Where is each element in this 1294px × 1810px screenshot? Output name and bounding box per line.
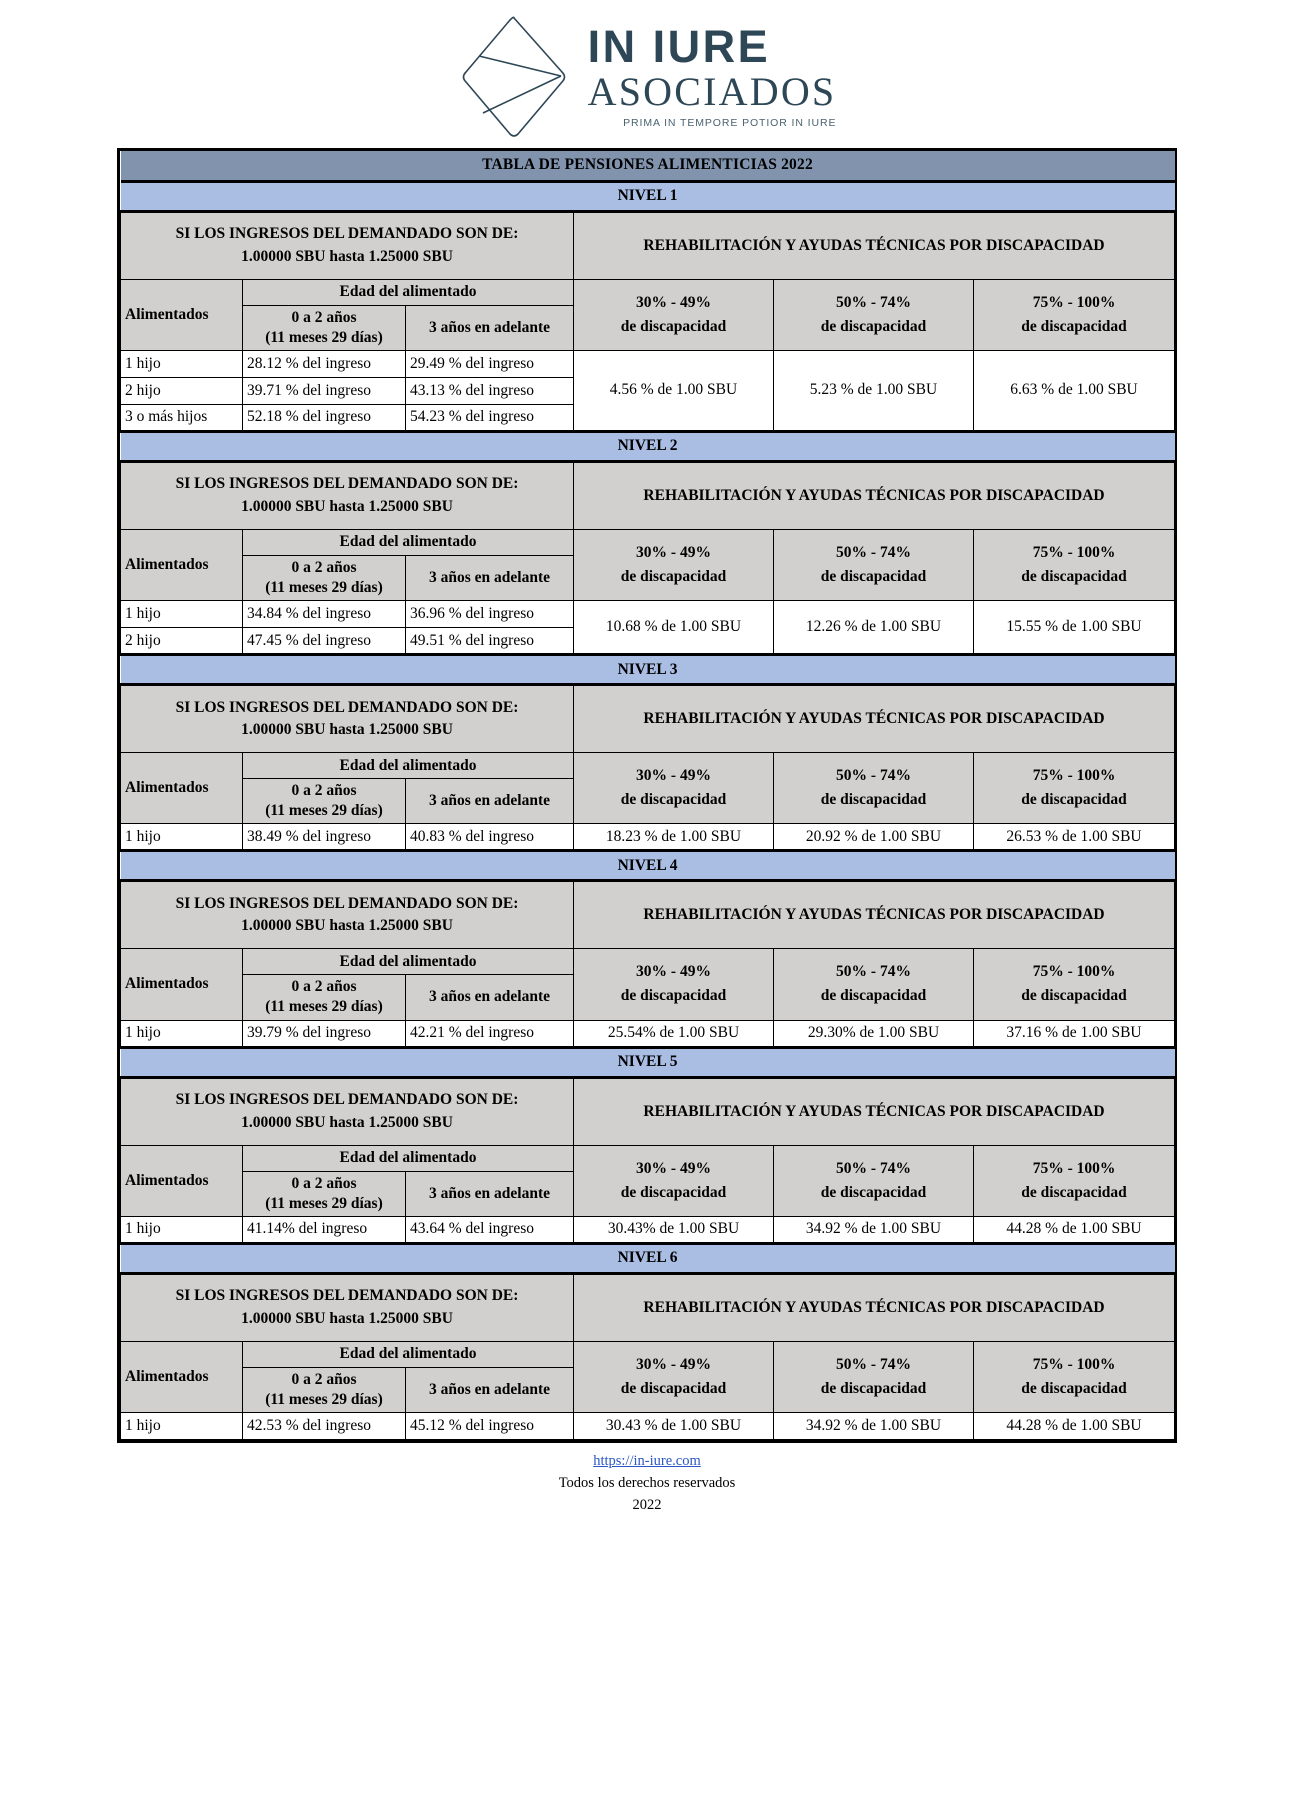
col-header-alimentados: Alimentados	[121, 1341, 243, 1412]
row-label-alimentados: 1 hijo	[121, 350, 243, 377]
disc-caption-1: de discapacidad	[620, 317, 727, 335]
cell-sbu-discapacidad-1: 4.56 % de 1.00 SBU	[574, 350, 774, 431]
col-header-discapacidad-2	[774, 529, 974, 600]
disc-range-1: 30% - 49%	[636, 963, 711, 981]
disc-caption-2: de discapacidad	[820, 987, 927, 1005]
level-label-6: NIVEL 6	[121, 1243, 1175, 1273]
income-header-row	[121, 1273, 1175, 1341]
col-header-discapacidad-3	[974, 949, 1175, 1020]
disc-caption-3: de discapacidad	[1021, 987, 1127, 1005]
disc-range-3: 75% - 100%	[1032, 293, 1116, 311]
cell-sbu-discapacidad-3: 44.28 % de 1.00 SBU	[974, 1216, 1175, 1243]
income-header-row	[121, 685, 1175, 753]
row-label-alimentados: 3 o más hijos	[121, 404, 243, 431]
income-line-2: 1.00000 SBU hasta 1.25000 SBU	[241, 1309, 453, 1327]
age-0-2-line-1: 0 a 2 años	[291, 558, 357, 576]
row-label-alimentados: 1 hijo	[121, 601, 243, 628]
row-label-alimentados: 1 hijo	[121, 1216, 243, 1243]
col-header-age-3-plus: 3 años en adelante	[406, 779, 574, 824]
col-header-discapacidad-1	[574, 529, 774, 600]
table-row	[121, 1216, 1175, 1243]
disc-range-3: 75% - 100%	[1032, 1356, 1116, 1374]
cell-percent-age-0-2: 34.84 % del ingreso	[243, 601, 406, 628]
cell-sbu-discapacidad-3: 6.63 % de 1.00 SBU	[974, 350, 1175, 431]
disc-caption-1: de discapacidad	[620, 987, 727, 1005]
age-0-2-line-1: 0 a 2 años	[291, 308, 357, 326]
col-header-discapacidad-3	[974, 279, 1175, 350]
cell-sbu-discapacidad-2: 20.92 % de 1.00 SBU	[774, 824, 974, 851]
level-header-row	[121, 851, 1175, 881]
level-label-1: NIVEL 1	[121, 181, 1175, 211]
disc-caption-2: de discapacidad	[820, 1183, 927, 1201]
disc-caption-1: de discapacidad	[620, 791, 727, 809]
age-0-2-line-1: 0 a 2 años	[291, 1174, 357, 1192]
age-0-2-line-1: 0 a 2 años	[291, 1370, 357, 1388]
cell-sbu-discapacidad-2: 34.92 % de 1.00 SBU	[774, 1413, 974, 1440]
col-header-edad: Edad del alimentado	[243, 949, 574, 975]
col-header-discapacidad-3	[974, 1145, 1175, 1216]
disc-range-2: 50% - 74%	[836, 543, 911, 561]
income-line-1: SI LOS INGRESOS DEL DEMANDADO SON DE:	[175, 1091, 519, 1109]
income-range-cell	[121, 461, 574, 529]
income-line-1: SI LOS INGRESOS DEL DEMANDADO SON DE:	[175, 475, 519, 493]
col-header-discapacidad-1	[574, 1341, 774, 1412]
col-header-discapacidad-2	[774, 279, 974, 350]
cell-percent-age-3-plus: 49.51 % del ingreso	[406, 628, 574, 655]
cell-percent-age-3-plus: 43.64 % del ingreso	[406, 1216, 574, 1243]
col-header-discapacidad-2	[774, 1341, 974, 1412]
disc-range-2: 50% - 74%	[836, 963, 911, 981]
column-header-row-top	[121, 949, 1175, 975]
income-line-2: 1.00000 SBU hasta 1.25000 SBU	[241, 1113, 453, 1131]
cell-sbu-discapacidad-1: 10.68 % de 1.00 SBU	[574, 601, 774, 655]
col-header-age-3-plus: 3 años en adelante	[406, 1171, 574, 1216]
cell-sbu-discapacidad-1: 30.43% de 1.00 SBU	[574, 1216, 774, 1243]
cell-percent-age-3-plus: 43.13 % del ingreso	[406, 377, 574, 404]
row-label-alimentados: 1 hijo	[121, 1020, 243, 1047]
age-0-2-line-2: (11 meses 29 días)	[265, 1194, 383, 1212]
level-label-2: NIVEL 2	[121, 431, 1175, 461]
footer-year: 2022	[632, 1496, 662, 1513]
level-header-row	[121, 655, 1175, 685]
rehabilitation-header-cell: REHABILITACIÓN Y AYUDAS TÉCNICAS POR DISCAPACIDAD	[574, 211, 1175, 279]
age-0-2-line-2: (11 meses 29 días)	[265, 328, 383, 346]
income-line-1: SI LOS INGRESOS DEL DEMANDADO SON DE:	[175, 698, 519, 716]
rehabilitation-header-cell: REHABILITACIÓN Y AYUDAS TÉCNICAS POR DISCAPACIDAD	[574, 1077, 1175, 1145]
cell-sbu-discapacidad-3: 44.28 % de 1.00 SBU	[974, 1413, 1175, 1440]
cell-sbu-discapacidad-3: 37.16 % de 1.00 SBU	[974, 1020, 1175, 1047]
column-header-row-top	[121, 753, 1175, 779]
disc-caption-1: de discapacidad	[620, 1380, 727, 1398]
income-line-1: SI LOS INGRESOS DEL DEMANDADO SON DE:	[175, 894, 519, 912]
income-line-2: 1.00000 SBU hasta 1.25000 SBU	[241, 247, 453, 265]
col-header-age-3-plus: 3 años en adelante	[406, 305, 574, 350]
cell-percent-age-0-2: 47.45 % del ingreso	[243, 628, 406, 655]
col-header-discapacidad-3	[974, 753, 1175, 824]
disc-range-1: 30% - 49%	[636, 293, 711, 311]
col-header-discapacidad-1	[574, 1145, 774, 1216]
col-header-discapacidad-1	[574, 949, 774, 1020]
column-header-row-top	[121, 1145, 1175, 1171]
col-header-age-3-plus: 3 años en adelante	[406, 555, 574, 600]
level-label-4: NIVEL 4	[121, 851, 1175, 881]
cell-sbu-discapacidad-2: 34.92 % de 1.00 SBU	[774, 1216, 974, 1243]
disc-caption-3: de discapacidad	[1021, 317, 1127, 335]
disc-range-3: 75% - 100%	[1032, 963, 1116, 981]
col-header-alimentados: Alimentados	[121, 1145, 243, 1216]
col-header-edad: Edad del alimentado	[243, 279, 574, 305]
website-link[interactable]: https://in-iure.com	[593, 1453, 701, 1470]
col-header-age-0-2	[243, 779, 406, 824]
income-line-2: 1.00000 SBU hasta 1.25000 SBU	[241, 721, 453, 739]
col-header-discapacidad-2	[774, 1145, 974, 1216]
disc-range-2: 50% - 74%	[836, 1356, 911, 1374]
income-header-row	[121, 211, 1175, 279]
table-title-row	[121, 151, 1175, 181]
level-label-5: NIVEL 5	[121, 1047, 1175, 1077]
disc-range-2: 50% - 74%	[836, 767, 911, 785]
page-footer	[117, 1451, 1177, 1516]
income-line-2: 1.00000 SBU hasta 1.25000 SBU	[241, 917, 453, 935]
age-0-2-line-2: (11 meses 29 días)	[265, 1391, 383, 1409]
col-header-age-0-2	[243, 305, 406, 350]
col-header-edad: Edad del alimentado	[243, 1341, 574, 1367]
age-0-2-line-1: 0 a 2 años	[291, 978, 357, 996]
column-header-row-top	[121, 1341, 1175, 1367]
cell-sbu-discapacidad-3: 15.55 % de 1.00 SBU	[974, 601, 1175, 655]
income-range-cell	[121, 1273, 574, 1341]
logo-name-secondary: ASOCIADOS	[587, 68, 837, 114]
table-row	[121, 350, 1175, 377]
row-label-alimentados: 2 hijo	[121, 628, 243, 655]
income-range-cell	[121, 1077, 574, 1145]
col-header-alimentados: Alimentados	[121, 529, 243, 600]
disc-caption-2: de discapacidad	[820, 1380, 927, 1398]
income-range-cell	[121, 685, 574, 753]
col-header-age-0-2	[243, 975, 406, 1020]
pension-table	[120, 151, 1175, 1440]
disc-caption-2: de discapacidad	[820, 317, 927, 335]
col-header-alimentados: Alimentados	[121, 949, 243, 1020]
col-header-discapacidad-3	[974, 529, 1175, 600]
cell-sbu-discapacidad-1: 18.23 % de 1.00 SBU	[574, 824, 774, 851]
cell-sbu-discapacidad-1: 30.43 % de 1.00 SBU	[574, 1413, 774, 1440]
disc-range-1: 30% - 49%	[636, 1159, 711, 1177]
disc-caption-2: de discapacidad	[820, 791, 927, 809]
income-header-row	[121, 461, 1175, 529]
income-line-1: SI LOS INGRESOS DEL DEMANDADO SON DE:	[175, 1287, 519, 1305]
level-header-row	[121, 1243, 1175, 1273]
pension-table-container	[117, 148, 1177, 1443]
col-header-age-0-2	[243, 555, 406, 600]
level-header-row	[121, 181, 1175, 211]
col-header-alimentados: Alimentados	[121, 753, 243, 824]
cell-percent-age-3-plus: 36.96 % del ingreso	[406, 601, 574, 628]
disc-range-3: 75% - 100%	[1032, 1159, 1116, 1177]
row-label-alimentados: 1 hijo	[121, 1413, 243, 1440]
income-line-1: SI LOS INGRESOS DEL DEMANDADO SON DE:	[175, 225, 519, 243]
col-header-edad: Edad del alimentado	[243, 529, 574, 555]
disc-caption-3: de discapacidad	[1021, 567, 1127, 585]
cell-percent-age-3-plus: 29.49 % del ingreso	[406, 350, 574, 377]
cell-sbu-discapacidad-1: 25.54% de 1.00 SBU	[574, 1020, 774, 1047]
cell-sbu-discapacidad-2: 29.30% de 1.00 SBU	[774, 1020, 974, 1047]
age-0-2-line-2: (11 meses 29 días)	[265, 802, 383, 820]
rehabilitation-header-cell: REHABILITACIÓN Y AYUDAS TÉCNICAS POR DISCAPACIDAD	[574, 1273, 1175, 1341]
column-header-row-top	[121, 279, 1175, 305]
disc-range-3: 75% - 100%	[1032, 767, 1116, 785]
logo-name-primary: IN IURE	[587, 20, 771, 72]
cell-percent-age-0-2: 52.18 % del ingreso	[243, 404, 406, 431]
disc-caption-3: de discapacidad	[1021, 791, 1127, 809]
cell-percent-age-0-2: 39.79 % del ingreso	[243, 1020, 406, 1047]
level-header-row	[121, 431, 1175, 461]
disc-range-2: 50% - 74%	[836, 293, 911, 311]
table-row	[121, 824, 1175, 851]
cell-sbu-discapacidad-3: 26.53 % de 1.00 SBU	[974, 824, 1175, 851]
col-header-discapacidad-1	[574, 753, 774, 824]
cell-percent-age-0-2: 41.14% del ingreso	[243, 1216, 406, 1243]
col-header-discapacidad-2	[774, 949, 974, 1020]
cell-percent-age-3-plus: 40.83 % del ingreso	[406, 824, 574, 851]
diamond-logo-icon	[458, 14, 570, 139]
rights-text: Todos los derechos reservados	[558, 1474, 736, 1491]
row-label-alimentados: 1 hijo	[121, 824, 243, 851]
cell-percent-age-0-2: 38.49 % del ingreso	[243, 824, 406, 851]
col-header-age-3-plus: 3 años en adelante	[406, 1367, 574, 1412]
disc-range-1: 30% - 49%	[636, 767, 711, 785]
row-label-alimentados: 2 hijo	[121, 377, 243, 404]
cell-percent-age-3-plus: 42.21 % del ingreso	[406, 1020, 574, 1047]
disc-caption-3: de discapacidad	[1021, 1183, 1127, 1201]
income-range-cell	[121, 881, 574, 949]
level-header-row	[121, 1047, 1175, 1077]
disc-caption-2: de discapacidad	[820, 567, 927, 585]
logo-wordmark	[587, 20, 837, 129]
col-header-edad: Edad del alimentado	[243, 1145, 574, 1171]
disc-range-3: 75% - 100%	[1032, 543, 1116, 561]
age-0-2-line-1: 0 a 2 años	[291, 782, 357, 800]
rehabilitation-header-cell: REHABILITACIÓN Y AYUDAS TÉCNICAS POR DISCAPACIDAD	[574, 461, 1175, 529]
income-line-2: 1.00000 SBU hasta 1.25000 SBU	[241, 497, 453, 515]
age-0-2-line-2: (11 meses 29 días)	[265, 578, 383, 596]
col-header-alimentados: Alimentados	[121, 279, 243, 350]
pension-table-body	[121, 151, 1175, 1440]
rehabilitation-header-cell: REHABILITACIÓN Y AYUDAS TÉCNICAS POR DISCAPACIDAD	[574, 685, 1175, 753]
cell-percent-age-3-plus: 54.23 % del ingreso	[406, 404, 574, 431]
col-header-age-3-plus: 3 años en adelante	[406, 975, 574, 1020]
col-header-age-0-2	[243, 1367, 406, 1412]
logo-tagline: PRIMA IN TEMPORE POTIOR IN IURE	[623, 116, 837, 129]
cell-sbu-discapacidad-2: 12.26 % de 1.00 SBU	[774, 601, 974, 655]
rehabilitation-header-cell: REHABILITACIÓN Y AYUDAS TÉCNICAS POR DISCAPACIDAD	[574, 881, 1175, 949]
col-header-discapacidad-2	[774, 753, 974, 824]
column-header-row-top	[121, 529, 1175, 555]
col-header-edad: Edad del alimentado	[243, 753, 574, 779]
disc-range-1: 30% - 49%	[636, 1356, 711, 1374]
cell-percent-age-3-plus: 45.12 % del ingreso	[406, 1413, 574, 1440]
income-header-row	[121, 1077, 1175, 1145]
cell-percent-age-0-2: 42.53 % del ingreso	[243, 1413, 406, 1440]
disc-range-2: 50% - 74%	[836, 1159, 911, 1177]
disc-caption-1: de discapacidad	[620, 1183, 727, 1201]
level-label-3: NIVEL 3	[121, 655, 1175, 685]
company-logo	[458, 14, 837, 139]
disc-caption-1: de discapacidad	[620, 567, 727, 585]
col-header-discapacidad-1	[574, 279, 774, 350]
col-header-discapacidad-3	[974, 1341, 1175, 1412]
disc-caption-3: de discapacidad	[1021, 1380, 1127, 1398]
col-header-age-0-2	[243, 1171, 406, 1216]
table-row	[121, 1413, 1175, 1440]
cell-sbu-discapacidad-2: 5.23 % de 1.00 SBU	[774, 350, 974, 431]
cell-percent-age-0-2: 39.71 % del ingreso	[243, 377, 406, 404]
page-header	[0, 0, 1294, 148]
table-row	[121, 1020, 1175, 1047]
page-title: TABLA DE PENSIONES ALIMENTICIAS 2022	[121, 151, 1175, 181]
age-0-2-line-2: (11 meses 29 días)	[265, 998, 383, 1016]
disc-range-1: 30% - 49%	[636, 543, 711, 561]
cell-percent-age-0-2: 28.12 % del ingreso	[243, 350, 406, 377]
income-header-row	[121, 881, 1175, 949]
table-row	[121, 601, 1175, 628]
income-range-cell	[121, 211, 574, 279]
